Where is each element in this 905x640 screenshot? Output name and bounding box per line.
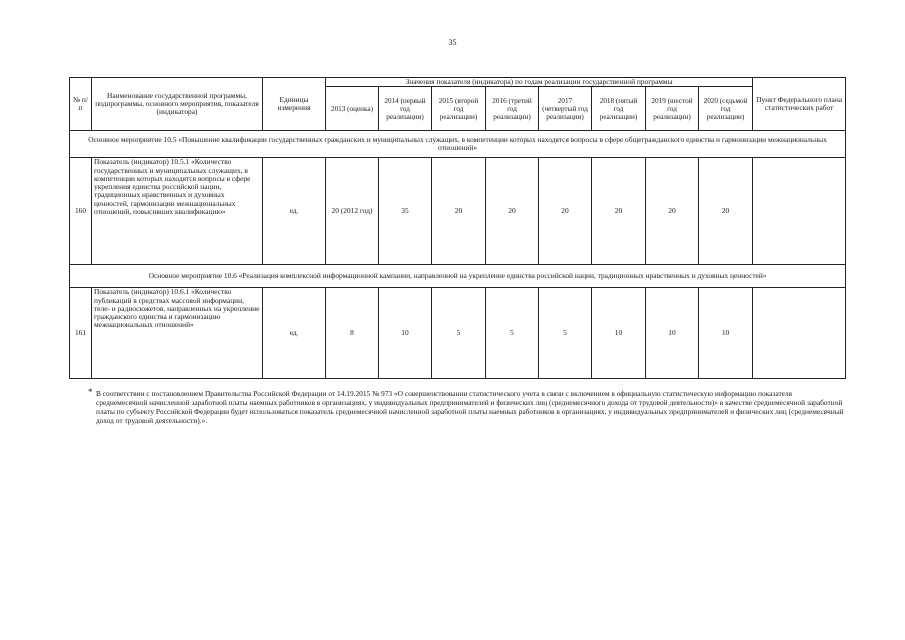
header-name: Наименование государственной программы, подпрограммы, основного мероприятия, показателя (индикатора) bbox=[92, 78, 263, 131]
value-2013: 8 bbox=[326, 288, 379, 379]
section-title: Основное мероприятие 10.6 «Реализация комплексной информационной кампании, направленной на укрепление единства российской нации, традиционных нравственных и духовных ценностей» bbox=[70, 265, 846, 288]
value-2015: 20 bbox=[432, 158, 486, 265]
plan-item-cell bbox=[753, 288, 846, 379]
header-year-2017: 2017 (четвертый год реализации) bbox=[539, 87, 592, 131]
header-row-1 bbox=[70, 78, 846, 87]
indicator-units: ед. bbox=[263, 288, 326, 379]
value-2017: 5 bbox=[539, 288, 592, 379]
footnote-mark: * bbox=[88, 387, 93, 397]
value-2020: 20 bbox=[699, 158, 753, 265]
value-2013: 20 (2012 год) bbox=[326, 158, 379, 265]
header-year-2015: 2015 (второй год реализации) bbox=[432, 87, 486, 131]
header-year-2018: 2018 (пятый год реализации) bbox=[592, 87, 646, 131]
value-2019: 10 bbox=[646, 288, 699, 379]
indicators-table bbox=[69, 77, 846, 379]
header-num: № п/п bbox=[70, 78, 92, 131]
section-row-10-6 bbox=[70, 265, 846, 288]
header-year-2020: 2020 (седьмой год реализации) bbox=[699, 87, 753, 131]
value-2016: 20 bbox=[486, 158, 539, 265]
value-2015: 5 bbox=[432, 288, 486, 379]
indicator-name: Показатель (индикатор) 10.5.1 «Количество государственных и муниципальных служащих, в компетенции которых находятся вопросы в сфере укрепления единства российской нации, традиционных нравственных и духовных ценностей, гармонизации межнациональных отношений, повысивших квалификацию» bbox=[92, 158, 263, 265]
value-2019: 20 bbox=[646, 158, 699, 265]
header-values-group: Значения показателя (индикатора) по годам реализации государственной программы bbox=[326, 78, 753, 87]
header-plan-item: Пункт Федерального плана статистических работ bbox=[753, 78, 846, 131]
value-2018: 20 bbox=[592, 158, 646, 265]
header-year-2019: 2019 (шестой год реализации) bbox=[646, 87, 699, 131]
value-2014: 10 bbox=[379, 288, 432, 379]
footnote bbox=[88, 387, 844, 426]
indicator-units: ед. bbox=[263, 158, 326, 265]
value-2020: 10 bbox=[699, 288, 753, 379]
row-num: 160 bbox=[70, 158, 92, 265]
header-year-2013: 2013 (оценка) bbox=[326, 87, 379, 131]
header-year-2016: 2016 (третий год реализации) bbox=[486, 87, 539, 131]
table-row bbox=[70, 288, 846, 379]
value-2017: 20 bbox=[539, 158, 592, 265]
section-row-10-5 bbox=[70, 131, 846, 158]
page-number: 35 bbox=[448, 38, 457, 47]
footnote-text: В соответствии с постановлением Правительства Российской Федерации от 14.19.2015 № 973 «О совершенствовании статистического учета в связи с включением в официальную статистическую информацию показателя среднемесячной начисленной заработной платы наемных работников в организациях, у индивидуальных предпринимателей и физических лиц (среднемесячного дохода от трудовой деятельности)» в качестве среднемесячной заработной платы по субъекту Российской Федерации будет использоваться показатель среднемесячной начисленной заработной платы наемных работников в организациях, у индивидуальных предпринимателей и физических лиц (среднемесячный доход от трудовой деятельности).». bbox=[96, 389, 844, 425]
section-title: Основное мероприятие 10.5 «Повышение квалификации государственных гражданских и муниципальных служащих, в компетенции которых находятся вопросы в сфере общегражданского единства и гармонизации межнациональных отношений» bbox=[70, 131, 846, 158]
value-2018: 10 bbox=[592, 288, 646, 379]
value-2016: 5 bbox=[486, 288, 539, 379]
table-row bbox=[70, 158, 846, 265]
header-year-2014: 2014 (первый год реализации) bbox=[379, 87, 432, 131]
plan-item-cell bbox=[753, 158, 846, 265]
row-num: 161 bbox=[70, 288, 92, 379]
header-units: Единицы измерения bbox=[263, 78, 326, 131]
value-2014: 35 bbox=[379, 158, 432, 265]
indicator-name: Показатель (индикатор) 10.6.1 «Количество публикаций в средствах массовой информации, теле- и радиосюжетов, направленных на укрепление гражданского единства и гармонизацию межнациональных отношений» bbox=[92, 288, 263, 379]
